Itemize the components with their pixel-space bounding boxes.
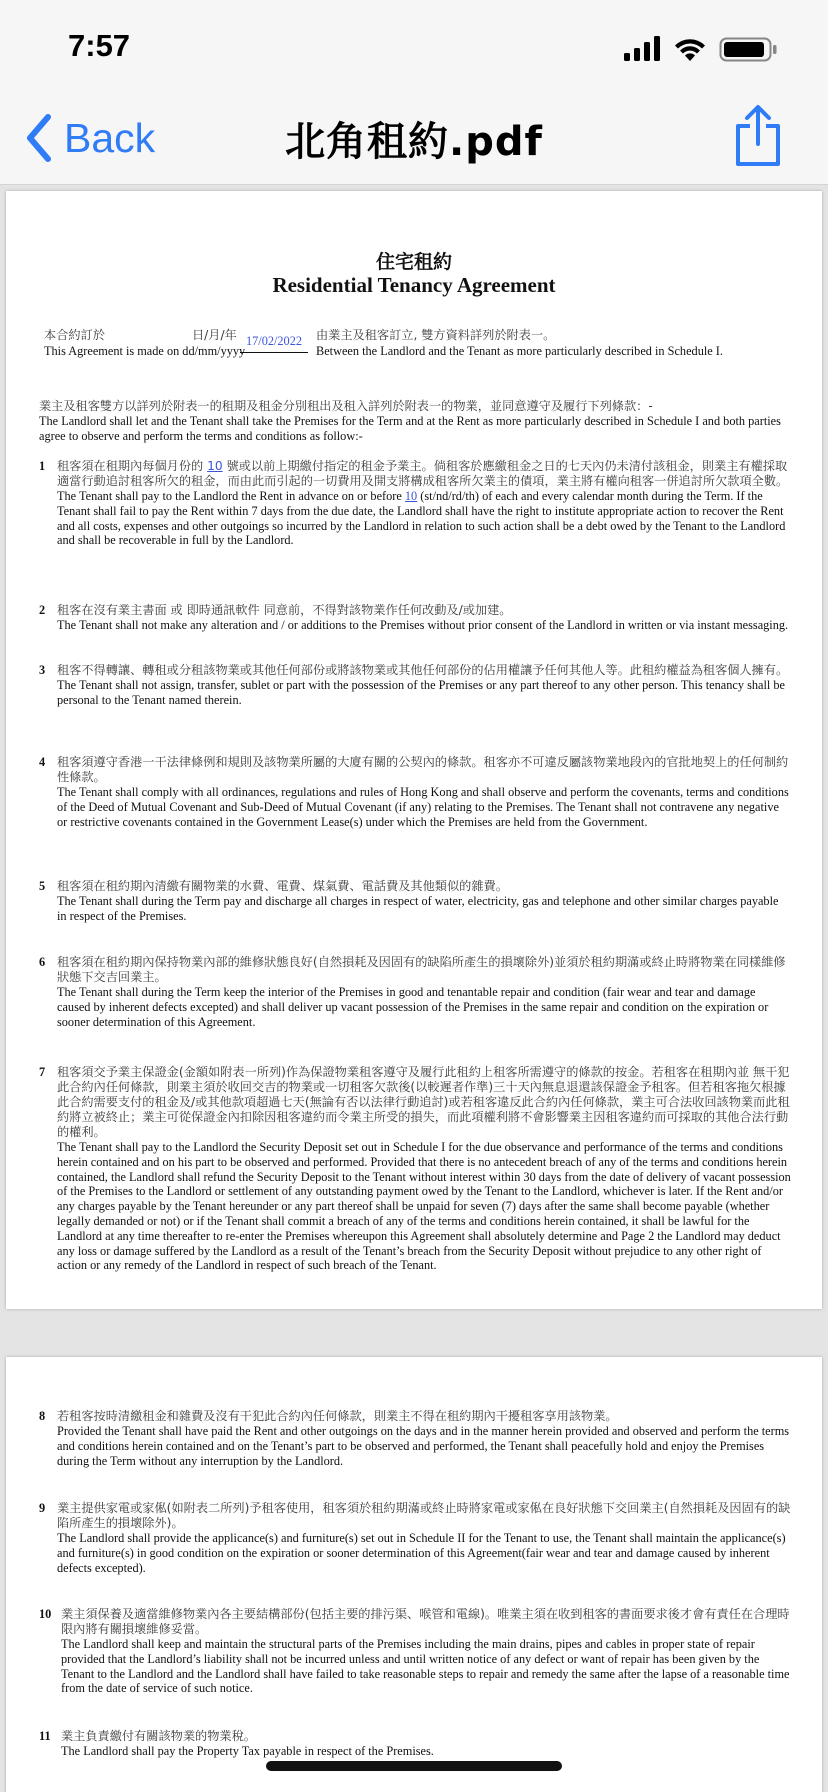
document-title-en: Residential Tenancy Agreement xyxy=(272,273,556,297)
clause-zh: 租客須在租約期內保持物業內部的維修狀態良好(自然損耗及因固有的缺陷所產生的損壞除外)並須於租約期滿或終止時將物業在同樣維修狀態下交吉回業主。 xyxy=(57,955,786,984)
rent-day-value: 10 xyxy=(404,489,418,503)
clause-4 xyxy=(39,755,791,829)
clause-en: The Landlord shall keep and maintain the structural parts of the Premises including the main drains, pipes and cables in proper state of repair provided that the Landlord’s liability shall not be incurred unless and until written notice of any defect or want of repair has been given by the Tenant to the Landlord and the Landlord shall have failed to take reasonable steps to repair and remedy the same after the lapse of a reasonable time from the date of service of such notice. xyxy=(61,1637,790,1696)
share-button[interactable] xyxy=(732,104,784,168)
clause-number: 7 xyxy=(39,1065,46,1079)
clause-number: 5 xyxy=(39,879,46,893)
clause-en: The Landlord shall pay the Property Tax payable in respect of the Premises. xyxy=(61,1744,434,1758)
share-icon xyxy=(732,104,784,168)
clause-zh: 租客在沒有業主書面 或 即時通訊軟件 同意前，不得對該物業作任何改動及/或加建。 xyxy=(57,603,512,617)
parties-en: Between the Landlord and the Tenant as more particularly described in Schedule I. xyxy=(316,344,723,358)
clause-1 xyxy=(39,459,791,548)
clause-number: 2 xyxy=(39,603,46,617)
battery-icon xyxy=(721,39,777,61)
clause-number: 3 xyxy=(39,663,46,677)
clause-zh: 租客須在租約期內清繳有關物業的水費、電費、煤氣費、電話費及其他類似的雜費。 xyxy=(57,879,508,893)
clause-11 xyxy=(39,1729,791,1759)
clause-zh-part: 號或以前上期繳付指定的租金予業主。倘租客於應繳租金之日的七天內仍未清付該租金，則業主有權採取適當行動追討租客所欠的租金，而由此而引起的一切費用及開支將構成租客所欠業主的債項，業主將有權向租客一併追討所欠款項全數。 xyxy=(57,459,789,488)
clause-zh-part: 租客須在租期內每個月份的 xyxy=(57,459,208,473)
clause-number: 1 xyxy=(39,459,46,473)
made-on-en: This Agreement is made on dd/mm/yyyy xyxy=(44,344,246,358)
clause-10 xyxy=(39,1607,791,1696)
clause-en: The Tenant shall not assign, transfer, sublet or part with the possession of the Premises or any part thereof to any other person. This tenancy shall be personal to the Tenant named therein. xyxy=(57,678,785,707)
intro-zh: 業主及租客雙方以詳列於附表一的租期及租金分別租出及租入詳列於附表一的物業，並同意遵守及履行下列條款：- xyxy=(39,399,653,413)
clause-zh: 租客不得轉讓、轉租或分租該物業或其他任何部份或將該物業或其他任何部份的佔用權讓予任何其他人等。此租約權益為租客個人擁有。 xyxy=(57,663,789,677)
clause-en: The Tenant shall during the Term pay and discharge all charges in respect of water, electricity, gas and telephone and other similar charges payable in respect of the Premises. xyxy=(57,894,779,923)
clause-zh xyxy=(57,459,791,489)
status-bar xyxy=(0,0,828,96)
clause-number: 11 xyxy=(39,1729,51,1743)
clause-number: 6 xyxy=(39,955,46,969)
clause-en-part: The Tenant shall pay to the Landlord the Rent in advance on or before xyxy=(57,489,405,503)
parties-zh: 由業主及租客訂立, 雙方資料詳列於附表一。 xyxy=(316,328,556,342)
clause-en: The Landlord shall provide the applicance(s) and furniture(s) set out in Schedule II for the Tenant to use, the Tenant shall maintain the applicance(s) and furniture(s) in good condition on the expiration or sooner determination of this Agreement(fair wear and tear and damage caused by inherent defects excepted). xyxy=(57,1531,786,1575)
pdf-page-1 xyxy=(6,191,822,1309)
home-indicator[interactable] xyxy=(266,1761,562,1771)
made-on-zh: 本合約訂於 xyxy=(44,328,105,342)
clause-zh: 租客須遵守香港一干法律條例和規則及該物業所屬的大廈有關的公契內的條款。租客亦不可違反屬該物業地段內的官批地契上的任何制約性條款。 xyxy=(57,755,789,784)
clause-8 xyxy=(39,1409,791,1468)
clause-en: The Tenant shall during the Term keep the interior of the Premises in good and tenantable repair and condition (fair wear and tear and damage caused by inherent defects excepted) and shall deliver up vacant possession of the Premises in the same repair and condition on the expiration or sooner determination of this Agreement. xyxy=(57,985,769,1029)
pdf-page-2 xyxy=(6,1357,822,1792)
date-format-zh: 日/月/年 xyxy=(192,328,237,342)
clause-2 xyxy=(39,603,791,633)
clause-number: 9 xyxy=(39,1501,46,1515)
clause-en: Provided the Tenant shall have paid the Rent and other outgoings on the days and in the manner herein provided and observed and perform the terms and conditions herein contained and on the Tenant’s part to be observed and performed, the Tenant shall peacefully hold and enjoy the Premises during the Term without any interruption by the Landlord. xyxy=(57,1424,790,1468)
clause-zh: 業主負責繳付有關該物業的物業稅。 xyxy=(61,1729,256,1743)
clause-number: 10 xyxy=(39,1607,52,1621)
clause-en xyxy=(57,489,791,548)
navigation-bar xyxy=(0,96,828,185)
clause-en-part: (st/nd/rd/th) of each and every calendar month during the Term. If the Tenant shall fail to pay the Rent within 7 days from the due date, the Landlord shall have the right to institute appropriate action to recover the Rent and all costs, expenses and other outgoings so incurred by the Landlord in relation to such action shall be a debt owed by the Tenant to the Landlord and shall be recoverable in full by the Landlord. xyxy=(57,489,786,548)
intro-en: The Landlord shall let and the Tenant shall take the Premises for the Term and at the Rent as more particularly described in Schedule I and both parties agree to observe and perform the terms and conditions as follow:- xyxy=(39,414,781,443)
clause-en: The Tenant shall comply with all ordinances, regulations and rules of Hong Kong and shall observe and perform the covenants, terms and conditions of the Deed of Mutual Covenant and Sub-Deed of Mutual Covenant (if any) relating to the Premises. The Tenant shall not contravene any negative or restrictive covenants contained in the Government Lease(s) under which the Premises are held from the Government. xyxy=(57,785,789,829)
pdf-viewer[interactable] xyxy=(0,185,828,1792)
clause-3 xyxy=(39,663,791,708)
clause-9 xyxy=(39,1501,791,1575)
back-label: Back xyxy=(64,114,156,161)
document-title-zh: 住宅租約 xyxy=(375,251,452,273)
clause-5 xyxy=(39,879,791,924)
page-title: 北角租約.pdf xyxy=(285,119,543,165)
clause-zh: 業主提供家電或家俬(如附表二所列)予租客使用，租客須於租約期滿或終止時將家電或家俬在良好狀態下交回業主(自然損耗及因固有的缺陷所產生的損壞除外)。 xyxy=(57,1501,791,1530)
clause-6 xyxy=(39,955,791,1029)
clause-number: 4 xyxy=(39,755,46,769)
clause-zh: 若租客按時清繳租金和雜費及沒有干犯此合約內任何條款，則業主不得在租約期內干擾租客享用該物業。 xyxy=(57,1409,618,1423)
clause-en: The Tenant shall not make any alteration and / or additions to the Premises without prior consent of the Landlord in written or via instant messaging. xyxy=(57,618,789,632)
rent-day-value: 10 xyxy=(207,459,223,473)
status-icons xyxy=(624,36,794,62)
clause-zh: 業主須保養及適當維修物業內各主要結構部份(包括主要的排污渠、喉管和電線)。唯業主須在收到租客的書面要求後才會有責任在合理時限內將有關損壞維修妥當。 xyxy=(61,1607,790,1636)
clause-zh: 租客須交予業主保證金(金額如附表一所列)作為保證物業租客遵守及履行此租約上租客所需遵守的條款的按金。若租客在租期內並 無干犯此合約內任何條款，則業主須於收回交吉的物業或一切租客欠款後(以較遲者作準)三十天內無息退還該保證金予租客。但若租客拖欠根據此合約需要支付的租金及/或其他款項超過七天(無論有否以法律行動追討)或若租客違反此合約內任何條款，業主可合法收回該物業而此租約將立被終止；業主可從保證金內扣除因租客違約而令業主所受的損失，而此項權利將不會影響業主因租客違約而可採取的其他合法行動的權利。 xyxy=(57,1065,790,1139)
clause-7 xyxy=(39,1065,791,1273)
wifi-icon xyxy=(675,39,705,61)
status-time: 7:57 xyxy=(68,28,131,63)
clause-en: The Tenant shall pay to the Landlord the Security Deposit set out in Schedule I for the due observance and performance of the terms and conditions herein contained and on his part to be observed and performed. Provided that there is no antecedent breach of any of the terms and conditions herein contained, the Landlord shall refund the Security Deposit to the Tenant without interest within 30 days from the date of delivery of vacant possession of the Premises to the Landlord or settlement of any outstanding payment owed by the Tenant to the Landlord, whichever is later. If the Rent and/or any charges payable by the Tenant hereunder or any part thereof shall be unpaid for seven (7) days after the same shall become payable (whether legally demanded or not) or if the Tenant shall commit a breach of any of the terms and conditions herein contained, it shall be lawful for the Landlord at any time thereafter to re-enter the Premises whereupon this Agreement shall absolutely determine and Page 2 the Landlord may deduct any loss or damage suffered by the Landlord as a result of the Tenant’s breach from the Security Deposit without prejudice to any other right of action or any remedy of the Landlord in respect of such breach of the Tenant. xyxy=(57,1140,791,1273)
agreement-date-row xyxy=(44,328,794,364)
intro-paragraph xyxy=(39,399,791,444)
clause-number: 8 xyxy=(39,1409,46,1423)
agreement-date-value: 17/02/2022 xyxy=(240,334,308,353)
cellular-signal-icon xyxy=(624,36,660,61)
